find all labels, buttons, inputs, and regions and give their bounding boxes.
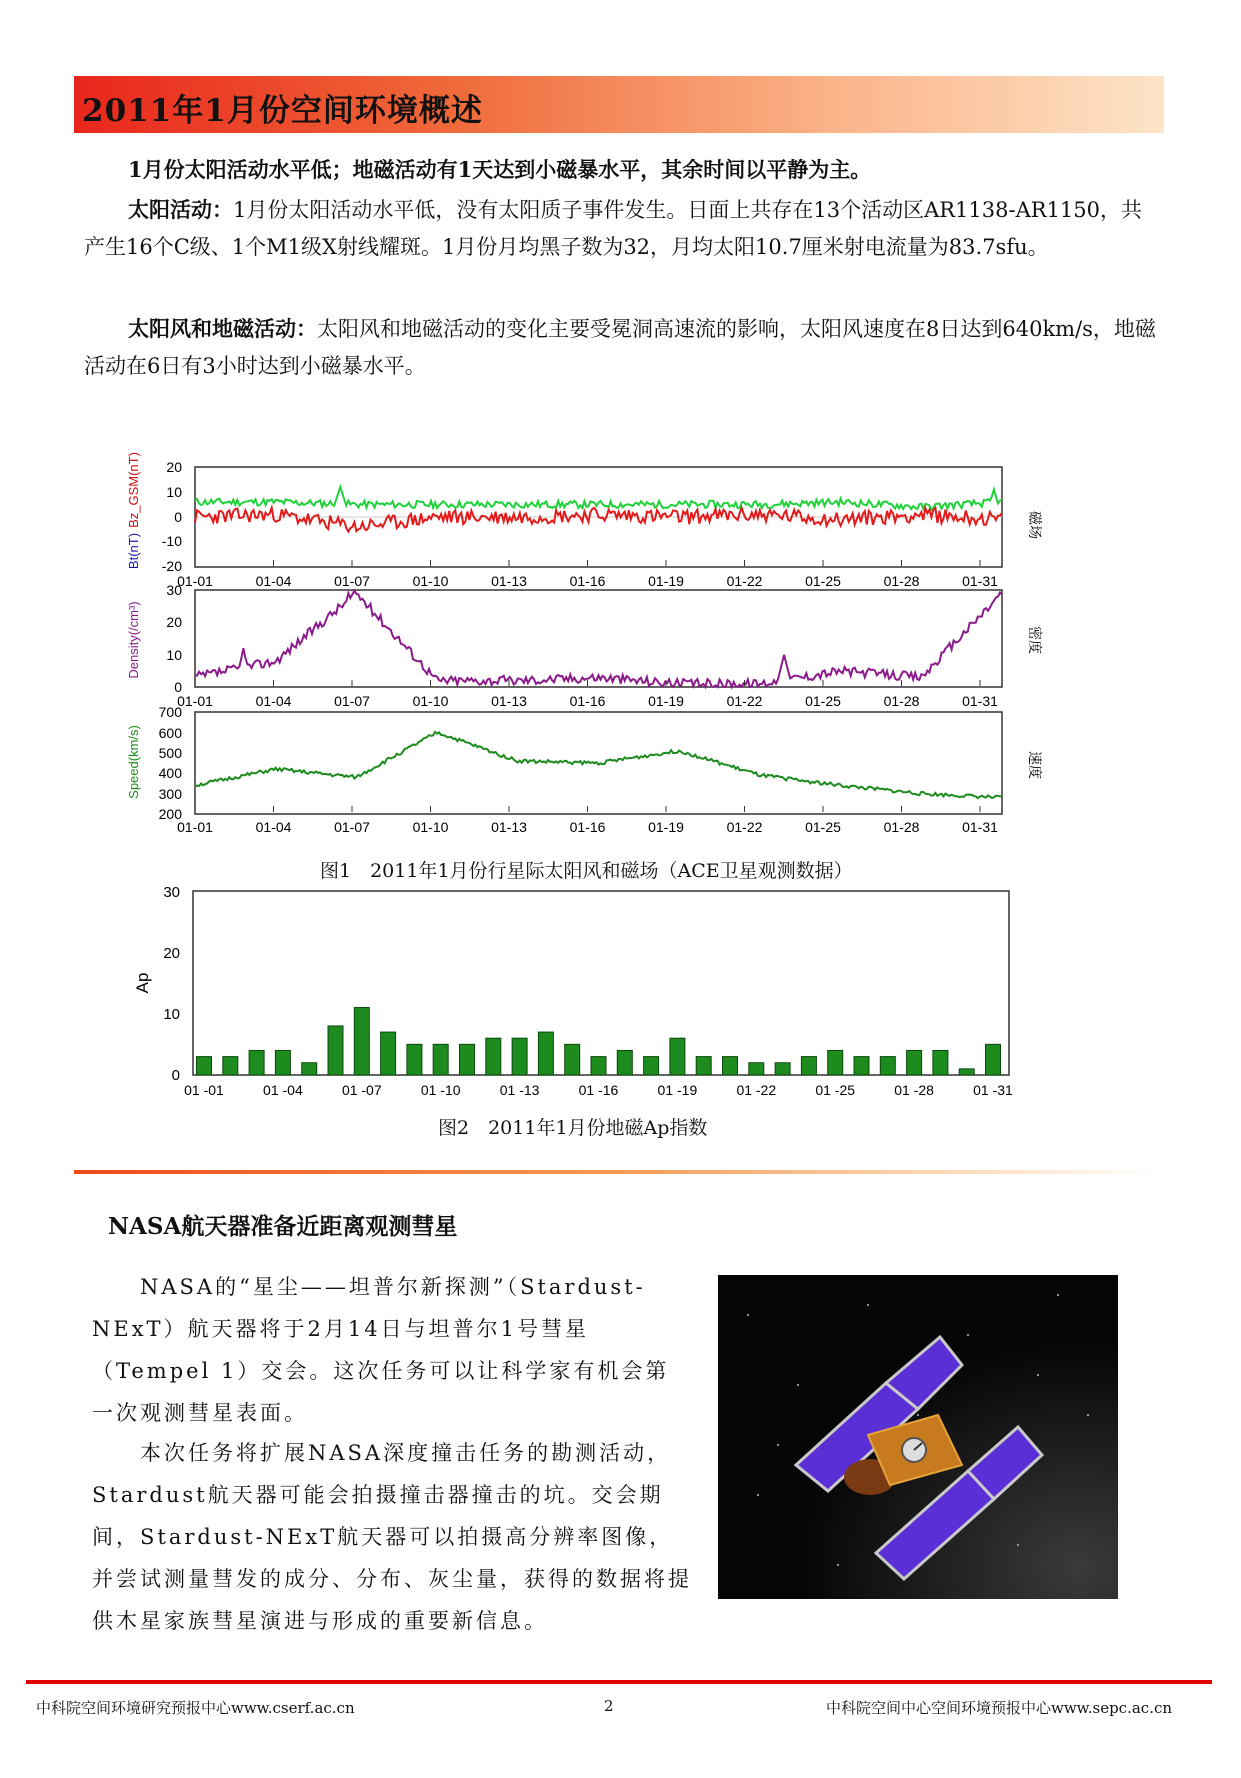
ap-bar-01-09 (407, 1044, 422, 1075)
x-tick-label: 01-01 (177, 693, 213, 709)
ap-ytick-20: 20 (163, 945, 180, 962)
x-tick-label: 01-19 (648, 693, 684, 709)
density-ytick-0: 0 (174, 679, 182, 695)
ap-xtick-labels (184, 1082, 1013, 1098)
speed-series-line (195, 732, 1002, 798)
density-xtick-labels (177, 680, 998, 709)
speed-panel-frame (195, 712, 1002, 814)
x-tick-label: 01-28 (883, 819, 920, 835)
ap-x-tick-label: 01 -19 (657, 1082, 698, 1098)
x-tick-label: 01-28 (883, 573, 920, 589)
figure1-caption: 图1 2011年1月份行星际太阳风和磁场（ACE卫星观测数据） (320, 860, 853, 882)
mag-panel-yticks (162, 459, 182, 574)
ap-bar-01-01 (197, 1057, 212, 1075)
speed-ytick-400: 400 (158, 765, 182, 781)
ap-bar-01-17 (617, 1050, 632, 1075)
ap-bar-01-04 (275, 1050, 290, 1075)
mag-side-label: 磁场 (1027, 511, 1043, 539)
x-tick-label: 01-25 (805, 819, 841, 835)
ap-bar-01-26 (854, 1057, 869, 1075)
page-title: 2011年1月份空间环境概述 (82, 93, 483, 129)
ap-bar-01-05 (302, 1063, 317, 1075)
mag-ylabel-bt: Bt(nT) (126, 532, 141, 570)
density-ytick-30: 30 (166, 582, 182, 598)
ap-bar-01-12 (486, 1038, 501, 1075)
speed-ytick-500: 500 (158, 745, 182, 761)
figure2-chart (0, 880, 1241, 1120)
solar-wind-paragraph (84, 310, 1162, 385)
ap-bar-01-21 (723, 1057, 738, 1075)
spacecraft-illustration (718, 1275, 1118, 1599)
ap-x-tick-label: 01 -25 (815, 1082, 856, 1098)
speed-ytick-300: 300 (158, 786, 182, 802)
density-side-label: 密度 (1027, 626, 1043, 654)
title-bar (74, 76, 1164, 133)
mag-ytick-neg10: -10 (161, 533, 182, 549)
density-yticks (166, 582, 182, 695)
ap-x-tick-label: 01 -04 (263, 1082, 303, 1098)
ap-bar-01-23 (775, 1063, 790, 1075)
x-tick-label: 01-19 (648, 819, 684, 835)
x-tick-label: 01-13 (491, 693, 527, 709)
mag-ylabel-bz: Bz_GSM(nT) (126, 452, 141, 528)
x-tick-label: 01-22 (726, 573, 763, 589)
x-tick-label: 01-13 (491, 573, 527, 589)
solar-wind-label: 太阳风和地磁活动： (128, 316, 317, 341)
mag-ytick-0: 0 (174, 509, 182, 525)
mag-ytick-20: 20 (166, 459, 182, 475)
ap-bar-01-25 (828, 1050, 843, 1075)
x-tick-label: 01-25 (805, 573, 841, 589)
x-tick-label: 01-07 (334, 693, 370, 709)
x-tick-label: 01-22 (726, 693, 763, 709)
page-number: 2 (604, 1697, 614, 1715)
density-series-line (195, 591, 1002, 687)
x-tick-label: 01-13 (491, 819, 527, 835)
section-divider (74, 1170, 1154, 1174)
ap-x-tick-label: 01 -07 (341, 1082, 382, 1098)
footer-left-link[interactable]: 中科院空间环境研究预报中心www.cserf.ac.cn (36, 1699, 355, 1717)
speed-yticks (159, 704, 183, 822)
ap-bar-01-06 (328, 1026, 343, 1075)
ap-bar-01-27 (880, 1057, 895, 1075)
x-tick-label: 01-04 (255, 819, 292, 835)
ap-bar-01-22 (749, 1063, 764, 1075)
ap-x-tick-label: 01 -16 (578, 1082, 619, 1098)
ap-bar-01-13 (512, 1038, 527, 1075)
ap-bar-01-14 (538, 1032, 553, 1075)
ap-bar-01-16 (591, 1057, 606, 1075)
ap-x-tick-label: 01 -28 (894, 1082, 934, 1098)
summary-paragraph: 1月份太阳活动水平低；地磁活动有1天达到小磁暴水平，其余时间以平静为主。 (128, 157, 872, 182)
ap-bar-01-03 (249, 1050, 264, 1075)
ap-bar-01-08 (381, 1032, 396, 1075)
solar-activity-label: 太阳活动： (128, 197, 233, 222)
ap-panel-frame (193, 891, 1009, 1075)
ap-x-tick-label: 01 -31 (973, 1082, 1013, 1098)
news-paragraph-2: 本次任务将扩展NASA深度撞击任务的勘测活动，Stardust航天器可能会拍摄撞击器撞击的坑。交会期间，Stardust-NExT航天器可以拍摄高分辨率图像，并尝试测量彗发的成分、分布、灰尘量，获得的数据将提供木星家族彗星演进与形成的重要新信息。 (92, 1441, 692, 1633)
ap-bar-01-07 (354, 1008, 369, 1075)
mag-ytick-neg20: -20 (161, 558, 182, 574)
speed-ytick-200: 200 (158, 806, 182, 822)
x-tick-label: 01-16 (569, 573, 606, 589)
speed-xtick-labels (177, 806, 998, 835)
ap-x-tick-label: 01 -22 (736, 1082, 777, 1098)
x-tick-label: 01-07 (334, 573, 370, 589)
ap-bar-01-30 (959, 1069, 974, 1075)
density-ylabel: Density(/cm³) (126, 601, 141, 679)
ap-bar-01-20 (696, 1057, 711, 1075)
x-tick-label: 01-07 (334, 819, 370, 835)
ap-bar-01-28 (907, 1050, 922, 1075)
x-tick-label: 01-10 (412, 693, 449, 709)
ap-bar-01-29 (933, 1050, 948, 1075)
x-tick-label: 01-10 (412, 819, 449, 835)
ap-bars (197, 1008, 1001, 1075)
bt-series-line (195, 487, 1002, 510)
x-tick-label: 01-28 (883, 693, 920, 709)
x-tick-label: 01-01 (177, 573, 213, 589)
ap-bar-01-10 (433, 1044, 448, 1075)
x-tick-label: 01-04 (255, 573, 292, 589)
speed-ytick-700: 700 (158, 704, 182, 720)
ap-ylabel: Ap (133, 972, 152, 994)
mag-ytick-10: 10 (166, 484, 182, 500)
x-tick-label: 01-01 (177, 819, 213, 835)
figure2-caption: 图2 2011年1月份地磁Ap指数 (438, 1117, 708, 1139)
news-paragraph-1: NASA的“星尘——坦普尔新探测”（Stardust-NExT）航天器将于2月14日与坦普尔1号彗星（Tempel 1）交会。这次任务可以让科学家有机会第一次观测彗星表面。 (92, 1275, 670, 1425)
ap-x-tick-label: 01 -10 (420, 1082, 461, 1098)
ap-ytick-10: 10 (163, 1006, 180, 1023)
ap-ytick-0: 0 (171, 1067, 180, 1084)
ap-x-tick-label: 01 -01 (184, 1082, 224, 1098)
ap-bar-01-19 (670, 1038, 685, 1075)
solar-activity-paragraph (84, 191, 1162, 266)
footer-right-link[interactable]: 中科院空间中心空间环境预报中心www.sepc.ac.cn (826, 1699, 1173, 1717)
x-tick-label: 01-31 (962, 573, 998, 589)
ap-bar-01-15 (565, 1044, 580, 1075)
news-title: NASA航天器准备近距离观测彗星 (108, 1213, 458, 1240)
ap-bar-01-18 (644, 1057, 659, 1075)
ap-bar-01-24 (801, 1057, 816, 1075)
footer-rule (26, 1680, 1212, 1684)
x-tick-label: 01-19 (648, 573, 684, 589)
ap-x-tick-label: 01 -13 (499, 1082, 540, 1098)
figure1-chart (0, 440, 1241, 840)
solar-wind-text: 太阳风和地磁活动的变化主要受冕洞高速流的影响，太阳风速度在8日达到640km/s，地磁活动在6日有3小时达到小磁暴水平。 (84, 317, 1156, 378)
speed-ylabel: Speed(km/s) (126, 725, 141, 799)
ap-bar-01-31 (986, 1044, 1001, 1075)
x-tick-label: 01-04 (255, 693, 292, 709)
x-tick-label: 01-16 (569, 819, 606, 835)
ap-bar-01-11 (460, 1044, 475, 1075)
speed-ytick-600: 600 (158, 725, 182, 741)
ap-bar-01-02 (223, 1057, 238, 1075)
x-tick-label: 01-31 (962, 693, 998, 709)
x-tick-label: 01-22 (726, 819, 763, 835)
density-ytick-20: 20 (166, 614, 182, 630)
x-tick-label: 01-16 (569, 693, 606, 709)
solar-activity-text: 1月份太阳活动水平低，没有太阳质子事件发生。日面上共存在13个活动区AR1138-AR1150，共产生16个C级、1个M1级X射线耀斑。1月份月均黑子数为32，月均太阳10.7厘米射电流量为83.7sfu。 (84, 198, 1143, 259)
speed-side-label: 速度 (1027, 751, 1043, 779)
x-tick-label: 01-10 (412, 573, 449, 589)
x-tick-label: 01-25 (805, 693, 841, 709)
bz-series-line (195, 508, 1002, 532)
mag-xtick-labels (177, 560, 998, 589)
stardust-spacecraft-image (718, 1275, 1118, 1599)
x-tick-label: 01-31 (962, 819, 998, 835)
density-ytick-10: 10 (166, 647, 182, 663)
ap-ytick-30: 30 (163, 884, 180, 901)
